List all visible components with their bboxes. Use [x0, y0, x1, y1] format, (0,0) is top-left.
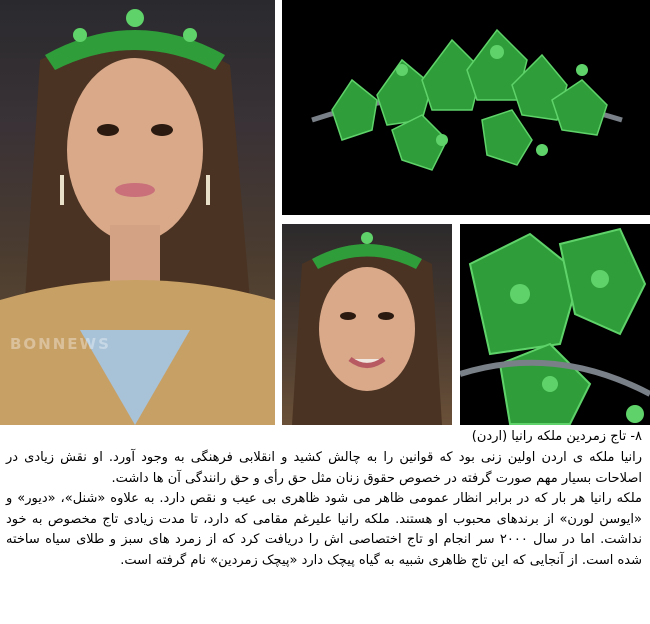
tiara-photo — [282, 0, 650, 215]
article-paragraph-2: ملکه رانیا هر بار که در برابر انظار عمومی ظاهر می شود ظاهری بی عیب و نقص دارد. به علاوه «شنل»، «دیور» و «ایوسن لورن» از برندهای محبوب او هستند. ملکه رانیا علیرغم مقامی که دارد، تا مدت زیادی تاج مخصوص به خود نداشت. اما در سال ۲۰۰۰ سر انجام او تاج اختصاصی اش را دریافت کرد که از زمرد های سبز و طلای سیاه ساخته شده است. از آنجایی که این تاج ظاهری شبیه به گیاه پیچک دارد «پیچک زمردین» نام گرفته است. — [6, 491, 642, 568]
queen-smiling-photo — [282, 224, 452, 425]
tiara-illustration — [282, 0, 650, 215]
figure-caption: ۸- تاج زمردین ملکه رانیا (اردن) — [471, 429, 642, 444]
article-paragraph-1: رانیا ملکه ی اردن اولین زنی بود که قوانین را به چالش کشید و انقلابی فرهنگی به وجود آورد. او نقش زیادی در اصلاحات بسیار مهم صورت گرفته در خصوص حقوق زنان مثل حق رأی و حق رانندگی آن ها داشت. — [6, 450, 642, 486]
article-body — [6, 448, 642, 571]
tiara-closeup-photo — [460, 224, 650, 425]
smiling-illustration — [282, 224, 452, 425]
queen-portrait-photo — [0, 0, 275, 425]
watermark-text: BONNEWS — [10, 335, 111, 353]
closeup-illustration — [460, 224, 650, 425]
portrait-illustration — [0, 0, 275, 425]
